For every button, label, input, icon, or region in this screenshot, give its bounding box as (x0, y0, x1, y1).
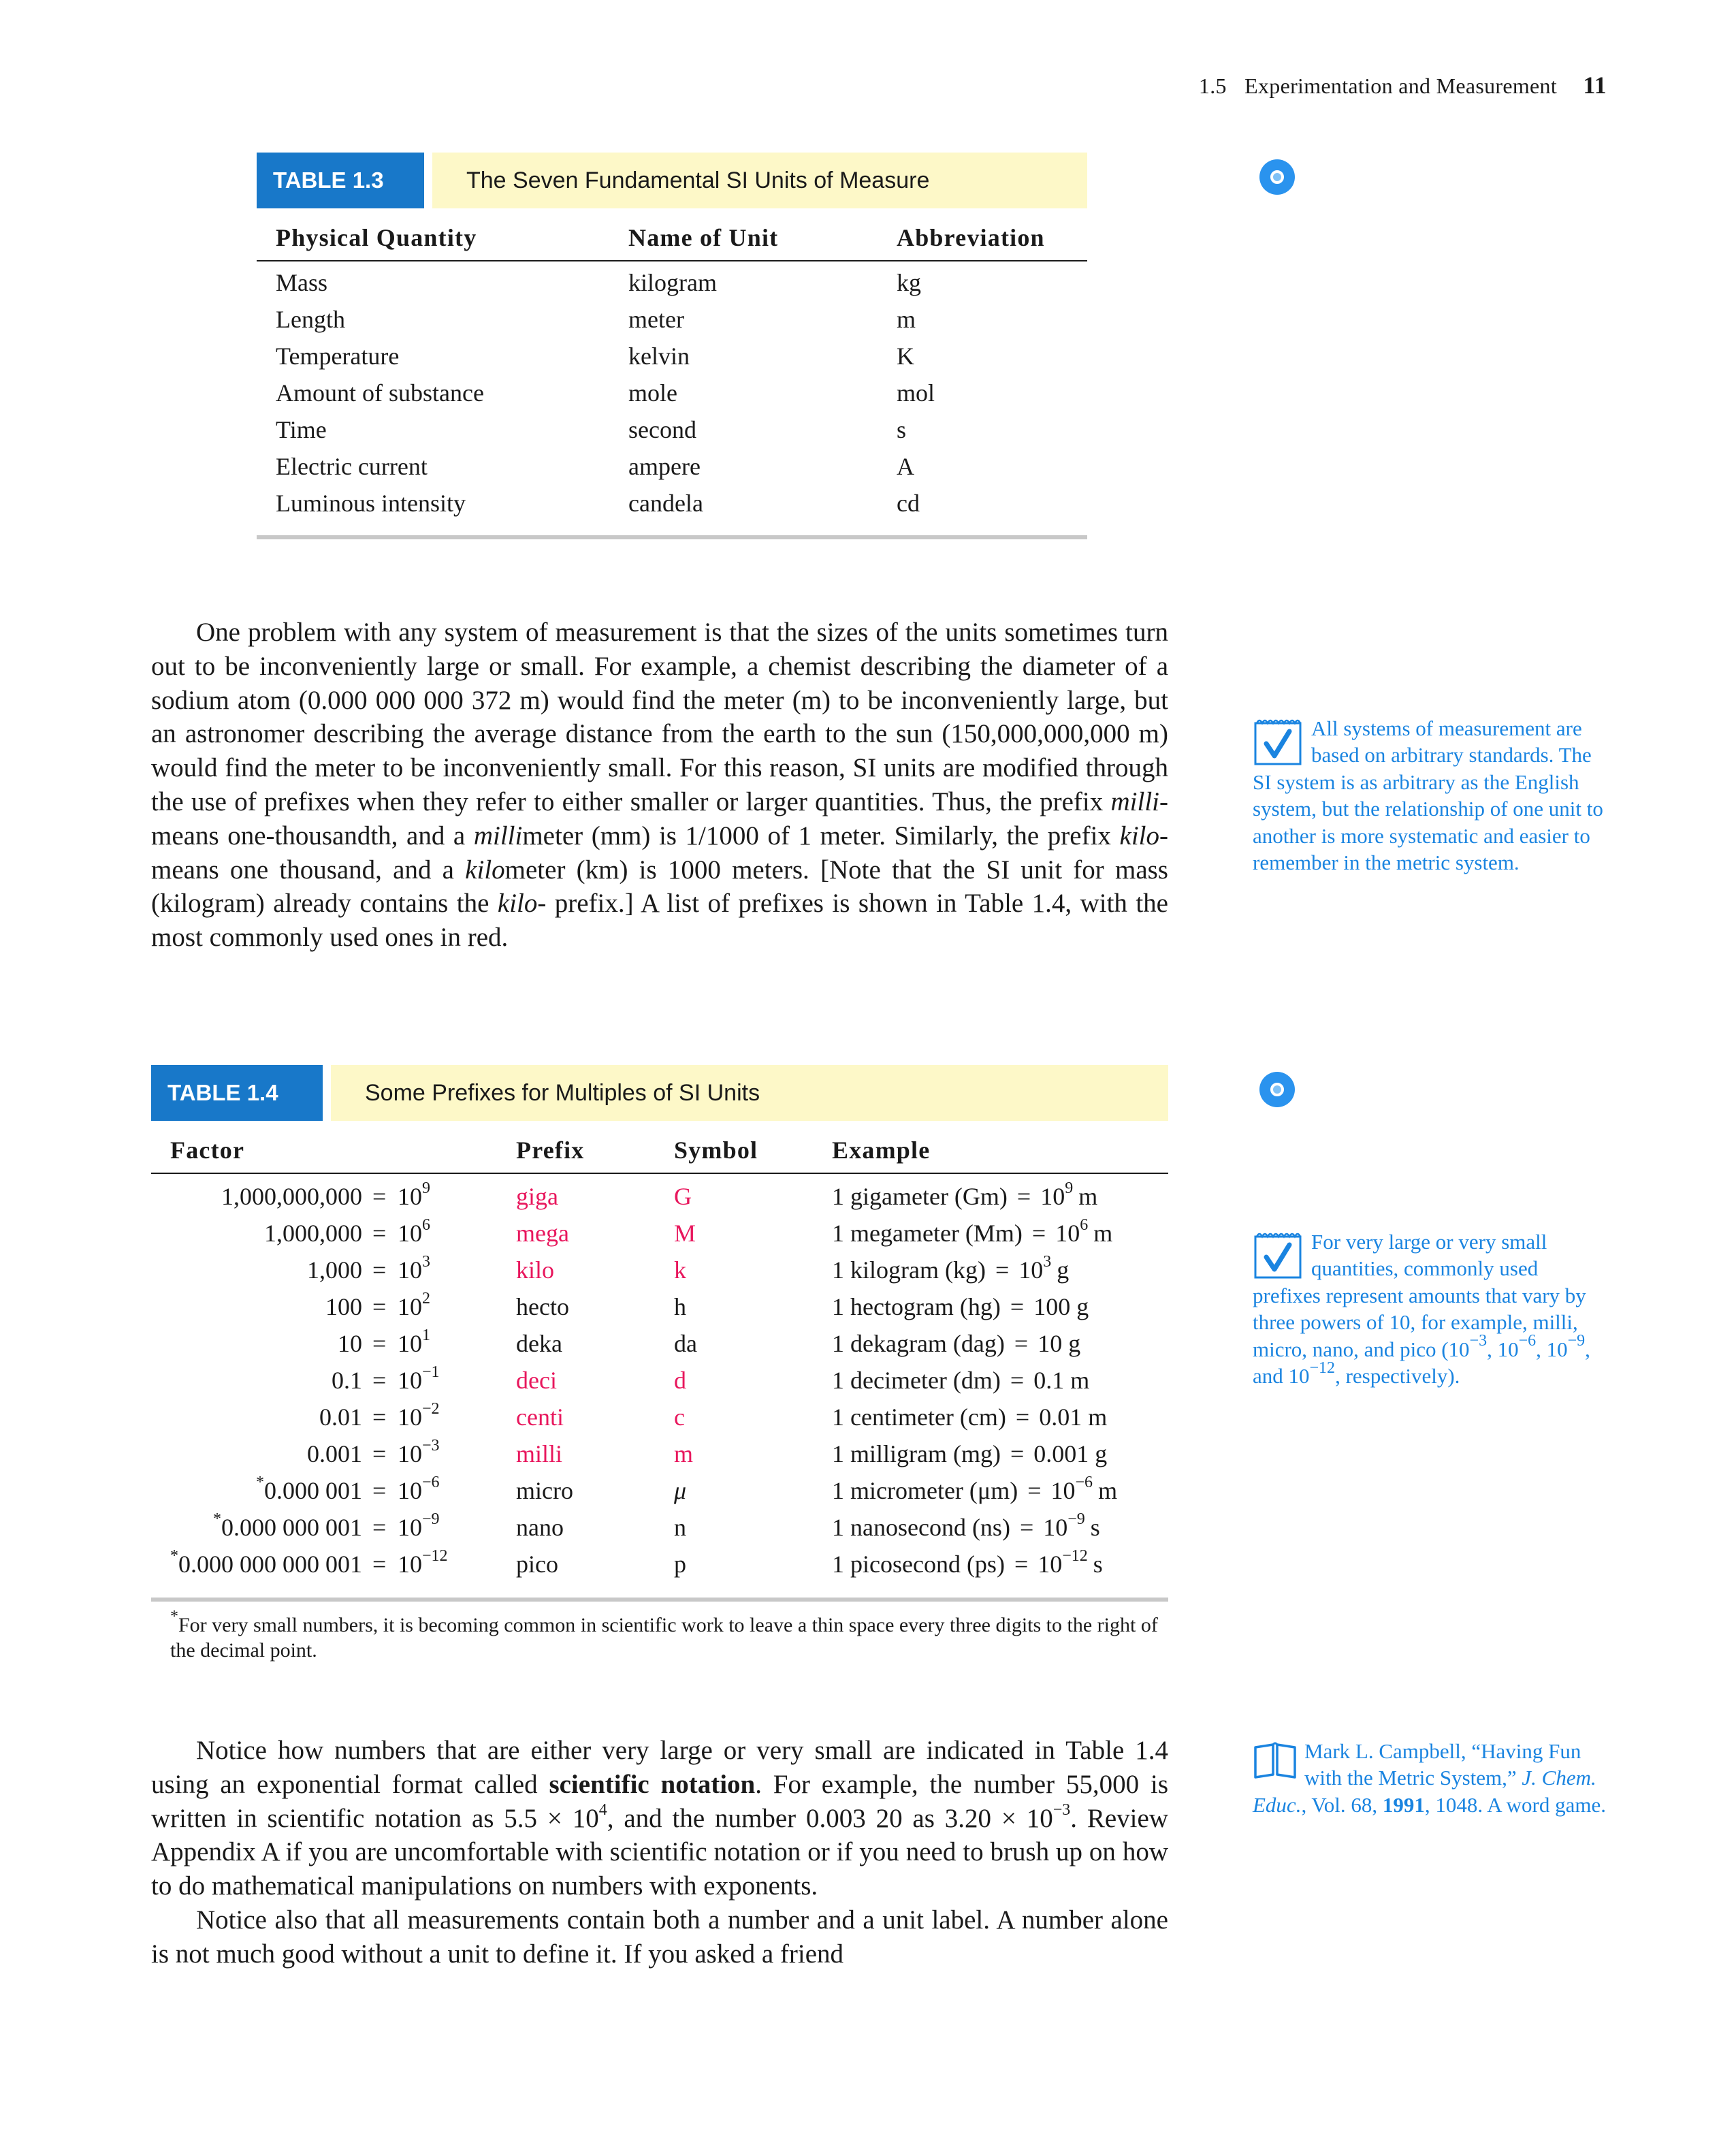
prefix-name: milli (516, 1440, 563, 1467)
power-base: 10 (398, 1403, 422, 1431)
checklist-icon (1253, 718, 1307, 768)
note-text: For very large or very small quantities, commonly used prefixes represent amounts that vary by three powers of 10, for example, milli, micro, nano, and pico ($10^{-3}$, $10^{-6}$, $10^{-9}$, and $10^{-12}$, respectively). (1253, 1230, 1590, 1388)
table-cell: mole (628, 379, 677, 407)
example-value: 10 (1043, 1514, 1068, 1541)
factor-value (151, 1510, 362, 1542)
factor-number: 0.000 000 000 001 (178, 1551, 362, 1578)
example (832, 1476, 1117, 1505)
table-cell: ampere (628, 453, 701, 480)
footnote-text: For very small numbers, it is becoming common in scientific work to leave a thin space every three digits to the right of the decimal point. (170, 1614, 1158, 1662)
factor-value (151, 1440, 362, 1468)
equals-sign: = (372, 1293, 387, 1320)
power-exponent: −2 (422, 1400, 440, 1418)
power-exponent: 3 (422, 1253, 430, 1271)
equals-sign: = (1010, 1293, 1025, 1320)
equals-sign: = (372, 1514, 387, 1541)
factor-number: 1,000 (307, 1256, 362, 1284)
running-header (1199, 71, 1607, 99)
power-exponent: 1 (422, 1326, 430, 1344)
example-unit: 1 nanosecond (ns) (832, 1514, 1010, 1541)
footnote-mark: * (170, 1608, 178, 1625)
power-exponent: −12 (422, 1547, 448, 1565)
factor-number: 0.001 (307, 1440, 362, 1467)
example-unit: 1 micrometer (μm) (832, 1477, 1018, 1504)
prefix-symbol: h (674, 1293, 686, 1320)
footnote-mark: * (256, 1474, 264, 1491)
table-1-4-caption (151, 1065, 1168, 1121)
example-exponent: −9 (1067, 1510, 1085, 1528)
power-of-ten (398, 1476, 440, 1505)
example-value: 10 (1055, 1220, 1080, 1247)
factor-value (151, 1182, 362, 1211)
example-unit: 1 picosecond (ps) (832, 1551, 1005, 1578)
example-unit: 1 megameter (Mm) (832, 1220, 1023, 1247)
prefix-name: deka (516, 1330, 562, 1357)
prefix-symbol: G (674, 1183, 692, 1210)
power-of-ten (398, 1510, 440, 1542)
power-of-ten (398, 1400, 440, 1431)
equals-sign: = (1010, 1440, 1025, 1467)
column-header: Physical Quantity (276, 224, 477, 251)
equals-sign: = (1016, 1183, 1031, 1210)
power-of-ten (398, 1179, 430, 1211)
example-value: 0.001 g (1033, 1440, 1108, 1467)
prefix-name: pico (516, 1551, 558, 1578)
example-value: 10 (1040, 1183, 1065, 1210)
table-bottom-rule (257, 535, 1087, 539)
power-exponent: −3 (422, 1437, 440, 1455)
power-of-ten (398, 1363, 440, 1395)
table-footnote (170, 1608, 1168, 1663)
factor-number: 0.000 001 (264, 1477, 362, 1504)
table-cell: K (897, 343, 914, 370)
column-header: Name of Unit (628, 224, 779, 251)
prefix-symbol: k (674, 1256, 686, 1284)
table-1-3 (257, 221, 1087, 547)
example (832, 1179, 1098, 1211)
column-header: Factor (170, 1137, 245, 1164)
table-cell: candela (628, 490, 703, 517)
factor-value (151, 1219, 362, 1248)
table-cell: Luminous intensity (276, 490, 466, 517)
equals-sign: = (1015, 1403, 1030, 1431)
example (832, 1403, 1107, 1431)
equals-sign: = (1014, 1551, 1029, 1578)
book-icon (1253, 1741, 1300, 1781)
factor-number: 0.01 (319, 1403, 362, 1431)
table-cell: Amount of substance (276, 379, 484, 407)
factor-value (151, 1547, 362, 1578)
prefix-name: centi (516, 1403, 564, 1431)
table-cell: Length (276, 306, 345, 333)
power-exponent: 2 (422, 1290, 430, 1307)
table-label: TABLE 1.3 (257, 153, 424, 208)
table-cell: kg (897, 269, 921, 296)
factor-number: 1,000,000,000 (221, 1183, 362, 1210)
example (832, 1253, 1070, 1284)
column-header: Prefix (516, 1137, 585, 1164)
factor-value (151, 1476, 362, 1505)
table-1-3-caption (257, 153, 1087, 208)
table-cell: Temperature (276, 343, 400, 370)
table-cell: second (628, 416, 696, 443)
factor-value (151, 1292, 362, 1321)
table-cell: Time (276, 416, 327, 443)
example-unit-symbol: g (1057, 1256, 1070, 1284)
example (832, 1440, 1107, 1468)
example-exponent: −6 (1075, 1474, 1093, 1491)
example-unit-symbol: m (1093, 1220, 1113, 1247)
example (832, 1547, 1103, 1578)
example (832, 1366, 1089, 1395)
equals-sign: = (372, 1330, 387, 1357)
equals-sign: = (995, 1256, 1010, 1284)
table-cell: cd (897, 490, 920, 517)
power-base: 10 (398, 1440, 422, 1467)
prefix-symbol: m (674, 1440, 694, 1467)
table-cell: meter (628, 306, 684, 333)
note-text: Mark L. Campbell, “Having Fun with the Metric System,” J. Chem. Educ., Vol. 68, 1991, 1048. A word game. (1253, 1739, 1606, 1817)
example-exponent: 9 (1065, 1179, 1074, 1197)
column-header: Abbreviation (897, 224, 1045, 251)
prefix-name: giga (516, 1183, 558, 1210)
power-exponent: −6 (422, 1474, 440, 1491)
margin-note (1253, 1738, 1607, 1818)
example-unit-symbol: m (1098, 1477, 1118, 1504)
equals-sign: = (1010, 1367, 1025, 1394)
table-cell: kelvin (628, 343, 690, 370)
example-exponent: 3 (1043, 1253, 1052, 1271)
example (832, 1510, 1100, 1542)
example-value: 100 g (1033, 1293, 1089, 1320)
example-unit: 1 milligram (mg) (832, 1440, 1001, 1467)
prefix-symbol: n (674, 1514, 686, 1541)
equals-sign: = (1014, 1330, 1029, 1357)
example-exponent: 6 (1080, 1216, 1089, 1234)
example-value: 0.1 m (1033, 1367, 1090, 1394)
example-value: 10 g (1038, 1330, 1081, 1357)
equals-sign: = (372, 1183, 387, 1210)
power-of-ten (398, 1292, 430, 1321)
column-header: Example (832, 1137, 931, 1164)
checklist-icon (1253, 1231, 1307, 1282)
example-unit-symbol: s (1090, 1514, 1100, 1541)
factor-value (151, 1329, 362, 1358)
body-paragraph: Notice how numbers that are either very large or very small are indicated in Table 1.4 using an exponential format called scientific notation. For example, the number 55,000 is written in scientific notation as $5.5 \times 10^4$, and the number 0.003 20 as $3.20 \times 10^{-3}$. Review Appendix A if you are uncomfortable with scientific notation or if you need to brush up on how to do mathematical manipulations on numbers with exponents. Notice also that all measurements contain both a number and a unit label. A number alone is not much good without a unit to define it. If you asked a friend (151, 1734, 1168, 1971)
factor-number: 100 (325, 1293, 362, 1320)
power-of-ten (398, 1547, 448, 1578)
equals-sign: = (372, 1403, 387, 1431)
power-base: 10 (398, 1477, 422, 1504)
cd-icon[interactable] (1259, 1072, 1295, 1107)
power-base: 10 (398, 1256, 422, 1284)
table-cell: A (897, 453, 914, 480)
power-exponent: −9 (422, 1510, 440, 1528)
example-unit: 1 hectogram (hg) (832, 1293, 1001, 1320)
table-cell: s (897, 416, 907, 443)
prefix-symbol: μ (674, 1477, 687, 1504)
power-of-ten (398, 1216, 430, 1248)
power-exponent: 6 (422, 1216, 430, 1234)
example-unit: 1 centimeter (cm) (832, 1403, 1006, 1431)
example-unit: 1 dekagram (dag) (832, 1330, 1005, 1357)
example-value: 10 (1018, 1256, 1044, 1284)
factor-number: 0.1 (332, 1367, 362, 1394)
prefix-symbol: p (674, 1551, 686, 1578)
equals-sign: = (1031, 1220, 1046, 1247)
factor-number: 10 (338, 1330, 362, 1357)
column-header: Symbol (674, 1137, 758, 1164)
equals-sign: = (372, 1367, 387, 1394)
table-rule (151, 1173, 1168, 1174)
example (832, 1329, 1080, 1358)
key-term: scientific notation (549, 1769, 756, 1799)
example (832, 1292, 1089, 1321)
equals-sign: = (372, 1440, 387, 1467)
power-base: 10 (398, 1514, 422, 1541)
example-unit: 1 decimeter (dm) (832, 1367, 1001, 1394)
note-text: All systems of measurement are based on arbitrary standards. The SI system is as arbitrary as the English system, but the relationship of one unit to another is more systematic and easier to remember in the metric system. (1253, 716, 1603, 875)
prefix-symbol: da (674, 1330, 697, 1357)
power-of-ten (398, 1253, 430, 1284)
example-value: 10 (1050, 1477, 1076, 1504)
table-1-4 (151, 1133, 1168, 1610)
factor-number: 1,000,000 (264, 1220, 362, 1247)
power-base: 10 (398, 1220, 422, 1247)
margin-note (1253, 1228, 1607, 1389)
equals-sign: = (372, 1220, 387, 1247)
example (832, 1216, 1113, 1248)
table-cell: kilogram (628, 269, 717, 296)
example-unit: 1 kilogram (kg) (832, 1256, 986, 1284)
equals-sign: = (1027, 1477, 1042, 1504)
power-of-ten (398, 1437, 440, 1468)
example-exponent: −12 (1062, 1547, 1088, 1565)
table-label: TABLE 1.4 (151, 1065, 323, 1121)
footnote-mark: * (170, 1547, 178, 1565)
table-cell: Electric current (276, 453, 428, 480)
prefix-symbol: d (674, 1367, 686, 1394)
table-title: The Seven Fundamental SI Units of Measure (432, 153, 1087, 208)
power-of-ten (398, 1326, 430, 1358)
example-unit-symbol: s (1093, 1551, 1103, 1578)
prefix-name: deci (516, 1367, 557, 1394)
equals-sign: = (372, 1477, 387, 1504)
power-exponent: −1 (422, 1363, 440, 1381)
power-base: 10 (398, 1367, 422, 1394)
section-title: Experimentation and Measurement (1244, 74, 1558, 98)
factor-value (151, 1403, 362, 1431)
equals-sign: = (1019, 1514, 1034, 1541)
example-value: 0.01 m (1039, 1403, 1108, 1431)
factor-value (151, 1256, 362, 1284)
table-cell: mol (897, 379, 935, 407)
equals-sign: = (372, 1551, 387, 1578)
prefix-name: hecto (516, 1293, 569, 1320)
page-number: 11 (1583, 72, 1607, 99)
cd-icon[interactable] (1259, 159, 1295, 195)
table-bottom-rule (151, 1598, 1168, 1602)
body-paragraph: One problem with any system of measurement is that the sizes of the units sometimes turn out to be inconveniently large or small. For example, a chemist describing the diameter of a sodium atom (0.000 000 000 372 m) would find the meter (m) to be inconveniently large, but an astronomer describing the average distance from the earth to the sun (150,000,000,000 m) would find the meter to be inconveniently small. For this reason, SI units are modified through the use of prefixes when they refer to either smaller or larger quantities. Thus, the prefix milli- means one-thousandth, and a millimeter (mm) is 1/1000 of 1 meter. Similarly, the prefix kilo- means one thousand, and a kilometer (km) is 1000 meters. [Note that the SI unit for mass (kilogram) already contains the kilo- prefix.] A list of prefixes is shown in Table 1.4, with the most commonly used ones in red. (151, 618, 1168, 953)
power-base: 10 (398, 1183, 422, 1210)
power-base: 10 (398, 1330, 422, 1357)
table-cell: Mass (276, 269, 328, 296)
footnote-mark: * (213, 1510, 221, 1528)
equals-sign: = (372, 1256, 387, 1284)
body-paragraph: Notice also that all measurements contain both a number and a unit label. A number alone is not much good without a unit to define it. If you asked a friend (151, 1905, 1168, 1969)
prefix-symbol: c (674, 1403, 685, 1431)
power-base: 10 (398, 1293, 422, 1320)
table-rule (257, 260, 1087, 261)
prefix-name: nano (516, 1514, 564, 1541)
example-value: 10 (1038, 1551, 1063, 1578)
prefix-name: micro (516, 1477, 573, 1504)
factor-value (151, 1366, 362, 1395)
example-unit-symbol: m (1078, 1183, 1098, 1210)
margin-note (1253, 715, 1607, 876)
section-number: 1.5 (1198, 74, 1227, 98)
table-title: Some Prefixes for Multiples of SI Units (331, 1065, 1168, 1121)
power-base: 10 (398, 1551, 422, 1578)
example-unit: 1 gigameter (Gm) (832, 1183, 1008, 1210)
prefix-symbol: M (674, 1220, 696, 1247)
factor-number: 0.000 000 001 (221, 1514, 362, 1541)
power-exponent: 9 (422, 1179, 430, 1197)
prefix-name: mega (516, 1220, 569, 1247)
prefix-name: kilo (516, 1256, 555, 1284)
table-cell: m (897, 306, 916, 333)
